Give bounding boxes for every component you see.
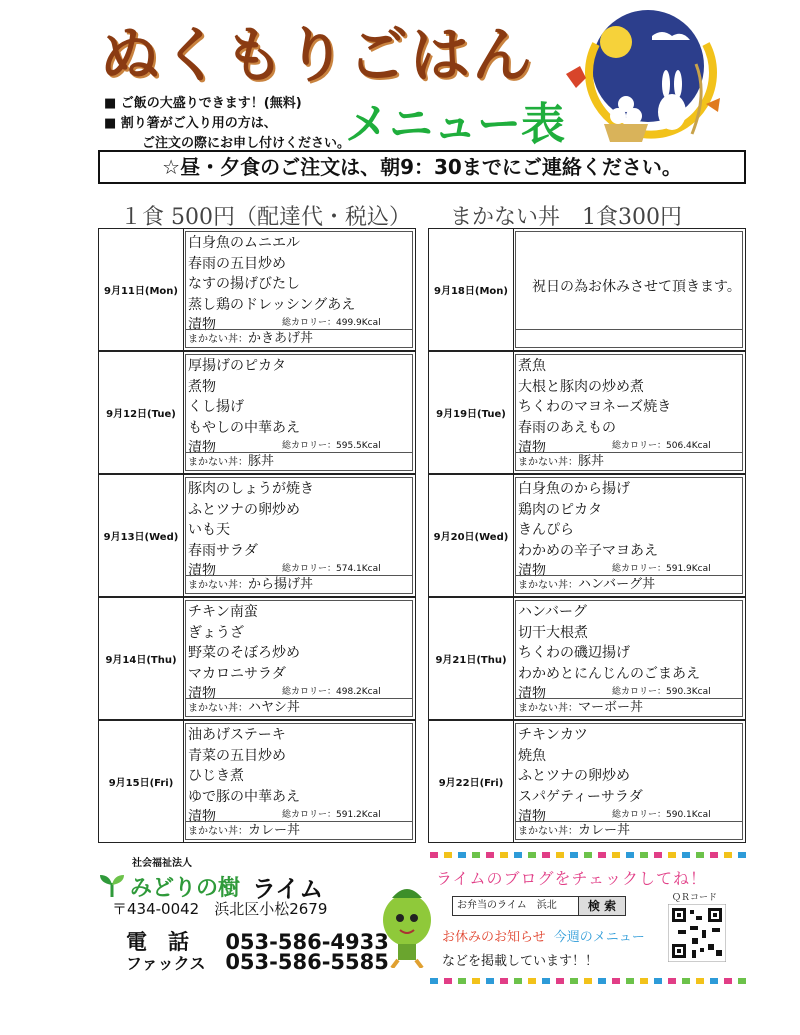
- day-date: 9月18日(Mon): [429, 229, 514, 350]
- dish: 春雨の五目炒め: [188, 255, 286, 272]
- day-date: 9月22日(Fri): [429, 721, 514, 842]
- calorie: 総カロリー：506.4Kcal: [612, 441, 711, 451]
- calorie: 総カロリー：574.1Kcal: [282, 564, 381, 574]
- menu-day: [98, 351, 416, 474]
- menu-day: [98, 474, 416, 597]
- dish: 春雨サラダ: [188, 542, 258, 559]
- menu-day: [428, 474, 746, 597]
- blog-topic-menu: 今週のメニュー: [553, 930, 645, 945]
- dish: 豚肉のしょうが焼き: [188, 481, 314, 497]
- day-date: 9月12日(Tue): [99, 352, 184, 473]
- decorative-dots-top: [430, 852, 750, 858]
- dish: 白身魚のから揚げ: [518, 481, 630, 497]
- dish-tsukemono: 漬物: [518, 686, 546, 702]
- address: 〒434-0042 浜北区小松2679: [112, 900, 328, 918]
- org-block: [98, 854, 323, 904]
- tel-number: 053-586-4933: [225, 930, 389, 954]
- dish: もやしの中華あえ: [188, 419, 300, 436]
- day-date: 9月14日(Thu): [99, 598, 184, 719]
- dish: 鶏肉のピカタ: [518, 501, 602, 518]
- menu-day: [98, 720, 416, 843]
- dish-tsukemono: 漬物: [188, 809, 216, 825]
- dish: ちくわのマヨネーズ焼き: [518, 399, 672, 415]
- dish: マカロニサラダ: [188, 665, 286, 682]
- calorie: 総カロリー：591.9Kcal: [612, 564, 711, 574]
- dish: チキン南蛮: [188, 604, 258, 620]
- page-title: ぬくもりごはん: [100, 21, 534, 91]
- blog-topic-holiday: お休みのお知らせ: [442, 930, 546, 945]
- dish: ひじき煮: [188, 768, 244, 784]
- dish: ちくわの磯辺揚げ: [518, 645, 630, 661]
- org-type: 社会福祉法人: [132, 858, 192, 869]
- dish: ぎょうざ: [188, 624, 244, 641]
- dish: ふとツナの卵炒め: [518, 768, 630, 784]
- blog-search-button[interactable]: 検 索: [578, 897, 625, 915]
- dish: 春雨のあえもの: [518, 419, 616, 436]
- fax-label: ファックス: [126, 954, 206, 973]
- dish: 白身魚のムニエル: [188, 235, 300, 251]
- makanai: まかない丼：カレー丼: [516, 821, 742, 839]
- dish: チキンカツ: [518, 727, 588, 743]
- menu-day: [428, 597, 746, 720]
- note-chopsticks-cont: ご注文の際にお申し付けください。: [142, 136, 351, 151]
- makanai: まかない丼：かきあげ丼: [186, 329, 412, 347]
- dish: 青菜の五目炒め: [188, 747, 286, 764]
- dish: ゆで豚の中華あえ: [188, 788, 300, 805]
- makanai: まかない丼：から揚げ丼: [186, 575, 412, 593]
- leaf-icon: [98, 875, 126, 899]
- dish: 厚揚げのピカタ: [188, 358, 286, 374]
- dish: 大根と豚肉の炒め煮: [518, 378, 644, 395]
- blog-heading: ライムのブログをチェックしてね！: [436, 869, 708, 888]
- dish: くし揚げ: [188, 399, 244, 415]
- makanai: まかない丼：マーボー丼: [516, 698, 742, 716]
- qr-code-icon[interactable]: [668, 904, 726, 962]
- menu-day: [98, 597, 416, 720]
- moon-rabbit-illustration: [556, 4, 726, 148]
- price-bento: １食 500円（配達代・税込）: [120, 205, 411, 230]
- order-deadline-notice: ☆昼・夕食のご注文は、朝9：30までにご連絡ください。: [98, 150, 746, 184]
- calorie: 総カロリー：595.5Kcal: [282, 441, 381, 451]
- makanai: まかない丼：豚丼: [186, 452, 412, 470]
- calorie: 総カロリー：499.9Kcal: [282, 318, 381, 328]
- dish: 煮物: [188, 378, 216, 395]
- dish-tsukemono: 漬物: [518, 563, 546, 579]
- day-date: 9月15日(Fri): [99, 721, 184, 842]
- org-brand: ライム: [252, 875, 324, 903]
- dish-tsukemono: 漬物: [188, 440, 216, 456]
- day-date: 9月20日(Wed): [429, 475, 514, 596]
- note-large-rice: ■ ご飯の大盛りできます！(無料): [104, 96, 302, 111]
- makanai: まかない丼：カレー丼: [186, 821, 412, 839]
- dish: 油あげステーキ: [188, 727, 286, 743]
- dish-tsukemono: 漬物: [188, 686, 216, 702]
- dish: わかめの辛子マヨあえ: [518, 542, 658, 559]
- dish: きんぴら: [518, 522, 574, 538]
- fax-row: [126, 950, 389, 974]
- dish: ハンバーグ: [518, 604, 588, 620]
- blog-suffix: などを掲載しています！！: [442, 954, 599, 969]
- dish: 焼魚: [518, 747, 546, 764]
- menu-day-holiday: [428, 228, 746, 351]
- calorie: 総カロリー：590.1Kcal: [612, 810, 711, 820]
- holiday-notice: 祝日の為お休みさせて頂きます。: [532, 279, 741, 295]
- note-chopsticks: ■ 割り箸がご入り用の方は、: [104, 116, 277, 131]
- dish: スパゲティーサラダ: [518, 788, 643, 805]
- calorie: 総カロリー：590.3Kcal: [612, 687, 711, 697]
- dish: 煮魚: [518, 358, 546, 374]
- qr-label: ＱＲコード: [672, 893, 718, 903]
- mascot-illustration: [376, 884, 438, 968]
- decorative-dots-bottom: [430, 978, 750, 984]
- dish: わかめとにんじんのごまあえ: [518, 665, 700, 682]
- dish: いも天: [188, 522, 230, 538]
- menu-subtitle: メニュー表: [345, 99, 565, 150]
- calorie: 総カロリー：498.2Kcal: [282, 687, 381, 697]
- dish: 野菜のそぼろ炒め: [188, 645, 300, 661]
- price-makanai: まかない丼 1食300円: [450, 205, 682, 230]
- dish-tsukemono: 漬物: [188, 317, 216, 333]
- day-date: 9月19日(Tue): [429, 352, 514, 473]
- menu-day: [428, 351, 746, 474]
- org-name: みどりの樹: [130, 876, 241, 901]
- dish: なすの揚げびたし: [188, 276, 300, 292]
- dish-tsukemono: 漬物: [518, 440, 546, 456]
- makanai: まかない丼：豚丼: [516, 452, 742, 470]
- dish-tsukemono: 漬物: [518, 809, 546, 825]
- dish: 切干大根煮: [518, 624, 588, 641]
- menu-day: [98, 228, 416, 351]
- menu-day: [428, 720, 746, 843]
- dish: 蒸し鶏のドレッシングあえ: [188, 296, 356, 313]
- calorie: 総カロリー：591.2Kcal: [282, 810, 381, 820]
- day-date: 9月21日(Thu): [429, 598, 514, 719]
- day-date: 9月13日(Wed): [99, 475, 184, 596]
- day-date: 9月11日(Mon): [99, 229, 184, 350]
- makanai: まかない丼：ハンバーグ丼: [516, 575, 742, 593]
- tel-label: 電 話: [126, 930, 189, 954]
- dish: ふとツナの卵炒め: [188, 501, 300, 518]
- fax-number: 053-586-5585: [225, 950, 389, 974]
- makanai-empty: [516, 329, 742, 347]
- dish-tsukemono: 漬物: [188, 563, 216, 579]
- blog-topics: [442, 926, 645, 945]
- makanai: まかない丼：ハヤシ丼: [186, 698, 412, 716]
- blog-search-box[interactable]: [452, 896, 626, 916]
- blog-search-text: お弁当のライム 浜北: [457, 900, 557, 911]
